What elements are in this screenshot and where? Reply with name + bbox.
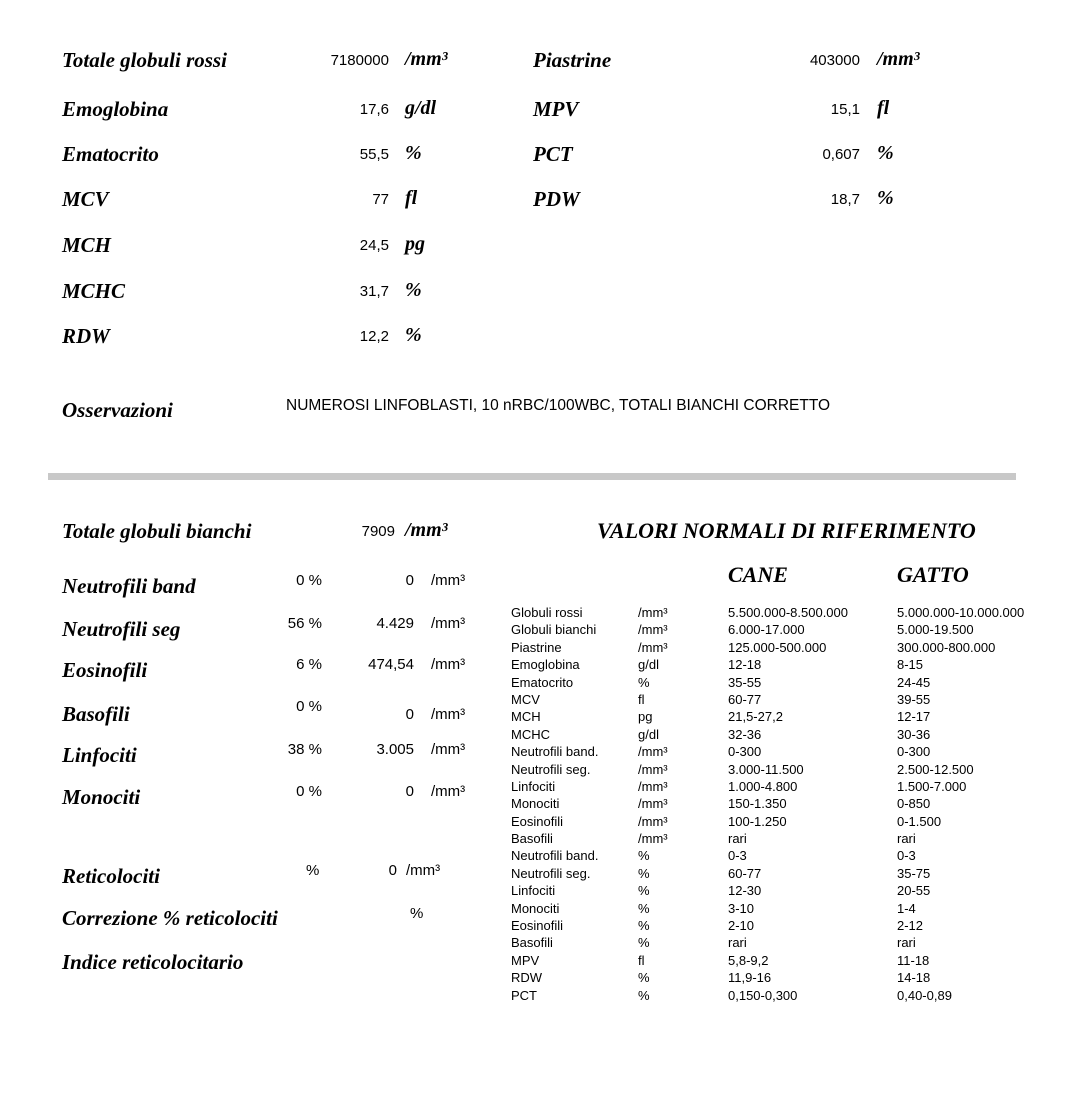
- reference-unit: fl: [638, 952, 645, 968]
- osservazioni-label: Osservazioni: [62, 398, 173, 422]
- reference-cane-range: 60-77: [728, 865, 762, 881]
- reference-param: PCT: [511, 987, 537, 1003]
- reference-param: Linfociti: [511, 778, 556, 794]
- wbc-row-pct: 6 %: [296, 656, 322, 673]
- reference-param: Basofili: [511, 831, 553, 847]
- wbc-row-unit: /mm³: [431, 656, 466, 673]
- reference-unit: /mm³: [638, 761, 668, 777]
- reference-cane-range: 5,8-9,2: [728, 952, 769, 968]
- reference-unit: %: [638, 987, 650, 1003]
- wbc-row-abs: 4.429: [376, 615, 414, 632]
- reference-cane-range: 1.000-4.800: [728, 778, 798, 794]
- reference-param: Piastrine: [511, 639, 562, 655]
- reference-unit: %: [638, 918, 650, 934]
- pct-value: 0,607: [822, 146, 860, 163]
- reference-param: RDW: [511, 970, 543, 986]
- reference-unit: g/dl: [638, 726, 659, 742]
- reference-cane-range: rari: [728, 831, 747, 847]
- reference-gatto-range: 0-850: [897, 796, 931, 812]
- reference-param: Neutrofili seg.: [511, 865, 591, 881]
- piastrine-label: Piastrine: [533, 48, 612, 72]
- reference-unit: pg: [638, 709, 653, 725]
- reference-unit: /mm³: [638, 796, 668, 812]
- mchc-unit: %: [405, 279, 422, 301]
- reference-gatto-range: 1-4: [897, 900, 916, 916]
- reference-param: Neutrofili seg.: [511, 761, 591, 777]
- wbc-total-label: Totale globuli bianchi: [62, 519, 252, 543]
- reference-param: Linfociti: [511, 883, 556, 899]
- reference-unit: %: [638, 865, 650, 881]
- wbc-row-abs: 0: [405, 572, 414, 589]
- reference-unit: %: [638, 674, 650, 690]
- reference-unit: fl: [638, 691, 645, 707]
- piastrine-unit: /mm³: [877, 48, 920, 70]
- wbc-row-abs: 0: [405, 706, 414, 723]
- reference-unit: /mm³: [638, 744, 668, 760]
- reference-unit: %: [638, 848, 650, 864]
- reference-gatto-range: 2-12: [897, 918, 924, 934]
- rbc-total-unit: /mm³: [405, 48, 448, 70]
- reference-cane-range: 125.000-500.000: [728, 639, 827, 655]
- cane-header: CANE: [728, 562, 788, 587]
- wbc-row-unit: /mm³: [431, 741, 466, 758]
- reference-unit-column: [638, 604, 668, 1004]
- indice-label: Indice reticolocitario: [62, 950, 244, 974]
- wbc-row-label: Neutrofili band: [62, 574, 196, 598]
- reference-param: Basofili: [511, 935, 553, 951]
- wbc-row-label: Neutrofili seg: [62, 617, 181, 641]
- piastrine-value: 403000: [809, 52, 860, 69]
- reference-gatto-range: 11-18: [897, 952, 930, 968]
- reference-gatto-range: 0-300: [897, 744, 931, 760]
- wbc-row-label: Monociti: [62, 785, 141, 809]
- reference-param-column: [511, 604, 598, 1004]
- wbc-total-unit: /mm³: [405, 519, 448, 541]
- reference-unit: g/dl: [638, 657, 659, 673]
- rbc-total-value: 7180000: [330, 52, 389, 69]
- wbc-row-label: Eosinofili: [62, 658, 148, 682]
- reference-unit: /mm³: [638, 605, 668, 620]
- reference-title: VALORI NORMALI DI RIFERIMENTO: [597, 518, 976, 543]
- reference-unit: %: [638, 900, 650, 916]
- pct-unit: %: [877, 142, 894, 164]
- emoglobina-unit: g/dl: [405, 97, 437, 119]
- reference-gatto-range: 0-1.500: [897, 813, 942, 829]
- reference-cane-range: 2-10: [728, 918, 755, 934]
- rbc-total-label: Totale globuli rossi: [62, 48, 227, 72]
- reference-cane-range: 150-1.350: [728, 796, 787, 812]
- reference-param: MCV: [511, 691, 540, 707]
- reference-gatto-range: 0,40-0,89: [897, 987, 952, 1003]
- reference-cane-range: 12-18: [728, 657, 762, 673]
- rdw-value: 12,2: [359, 328, 389, 345]
- reference-unit: /mm³: [638, 831, 668, 847]
- rdw-unit: %: [405, 324, 422, 346]
- reference-cane-range: 0-3: [728, 848, 747, 864]
- gatto-header: GATTO: [897, 562, 969, 587]
- reference-cane-range: 100-1.250: [728, 813, 787, 829]
- wbc-row-unit: /mm³: [431, 615, 466, 632]
- wbc-row-abs: 474,54: [368, 656, 414, 673]
- reference-gatto-range: 5.000-19.500: [897, 622, 974, 638]
- wbc-row-unit: /mm³: [431, 572, 466, 589]
- reference-gatto-range: 24-45: [897, 674, 931, 690]
- mch-unit: pg: [405, 233, 425, 255]
- reference-gatto-range: 39-55: [897, 691, 931, 707]
- reference-cane-range: 3.000-11.500: [728, 761, 804, 777]
- reference-gatto-range: 0-3: [897, 848, 916, 864]
- reference-unit: /mm³: [638, 639, 668, 655]
- pdw-unit: %: [877, 187, 894, 209]
- reference-gatto-range: 12-17: [897, 709, 931, 725]
- reference-param: Monociti: [511, 796, 560, 812]
- reference-param: Ematocrito: [511, 674, 574, 690]
- reference-param: Neutrofili band.: [511, 744, 599, 760]
- reference-cane-range: 35-55: [728, 674, 762, 690]
- reference-cane-range: 3-10: [728, 900, 755, 916]
- emoglobina-label: Emoglobina: [62, 97, 169, 121]
- reference-gatto-range: 30-36: [897, 726, 931, 742]
- wbc-row-label: Linfociti: [62, 743, 137, 767]
- mch-value: 24,5: [359, 237, 389, 254]
- reticolociti-label: Reticolociti: [62, 864, 160, 888]
- mcv-label: MCV: [62, 187, 109, 211]
- reference-param: Eosinofili: [511, 918, 564, 934]
- reference-unit: %: [638, 935, 650, 951]
- reference-cane-range: 11,9-16: [728, 970, 772, 986]
- reference-unit: /mm³: [638, 813, 668, 829]
- mch-label: MCH: [62, 233, 112, 257]
- reference-cane-range: 21,5-27,2: [728, 709, 783, 725]
- reference-cane-range: rari: [728, 935, 747, 951]
- reference-unit: /mm³: [638, 622, 668, 638]
- reference-gatto-range: 300.000-800.000: [897, 639, 996, 655]
- wbc-total-value: 7909: [361, 523, 395, 540]
- mpv-label: MPV: [533, 97, 579, 121]
- wbc-row-label: Basofili: [62, 702, 130, 726]
- wbc-row-pct: 0 %: [296, 783, 322, 800]
- mchc-label: MCHC: [62, 279, 126, 303]
- reference-param: Globuli rossi: [511, 605, 583, 620]
- reference-unit: /mm³: [638, 778, 668, 794]
- reference-gatto-range: 35-75: [897, 865, 931, 881]
- reticolociti-value: 0: [388, 862, 397, 879]
- reference-param: MCHC: [511, 726, 550, 742]
- wbc-row-unit: /mm³: [431, 706, 466, 723]
- reference-unit: %: [638, 970, 650, 986]
- pct-label: PCT: [533, 142, 573, 166]
- mpv-unit: fl: [877, 97, 890, 119]
- reference-gatto-range: 1.500-7.000: [897, 778, 967, 794]
- reference-gatto-range: 5.000.000-10.000.000: [897, 605, 1025, 620]
- reference-cane-range: 12-30: [728, 883, 762, 899]
- wbc-row-pct: 56 %: [287, 615, 322, 632]
- reference-unit: %: [638, 883, 650, 899]
- wbc-row-pct: 0 %: [296, 572, 322, 589]
- reference-gatto-range: 14-18: [897, 970, 931, 986]
- rdw-label: RDW: [62, 324, 110, 348]
- reference-param: Eosinofili: [511, 813, 564, 829]
- reference-cane-range: 60-77: [728, 691, 762, 707]
- reference-param: Monociti: [511, 900, 560, 916]
- correzione-unit: %: [410, 905, 424, 922]
- reticolociti-pct: %: [306, 862, 320, 879]
- reference-gatto-range: rari: [897, 935, 916, 951]
- reference-gatto-range: 2.500-12.500: [897, 761, 974, 777]
- reference-gatto-column: [897, 604, 1024, 1004]
- ematocrito-label: Ematocrito: [62, 142, 159, 166]
- reference-param: Neutrofili band.: [511, 848, 599, 864]
- reticolociti-unit: /mm³: [406, 862, 441, 879]
- reference-cane-range: 0-300: [728, 744, 762, 760]
- mcv-value: 77: [372, 191, 389, 208]
- reference-param: MPV: [511, 952, 540, 968]
- ematocrito-unit: %: [405, 142, 422, 164]
- reference-cane-range: 0,150-0,300: [728, 987, 798, 1003]
- reference-gatto-range: rari: [897, 831, 916, 847]
- reference-param: Emoglobina: [511, 657, 580, 673]
- wbc-row-unit: /mm³: [431, 783, 466, 800]
- reference-gatto-range: 20-55: [897, 883, 931, 899]
- wbc-row-pct: 0 %: [296, 698, 322, 715]
- reference-param: Globuli bianchi: [511, 622, 597, 638]
- mcv-unit: fl: [405, 187, 418, 209]
- wbc-row-pct: 38 %: [287, 741, 322, 758]
- reference-cane-column: [728, 604, 848, 1004]
- osservazioni-text: NUMEROSI LINFOBLASTI, 10 nRBC/100WBC, TOTALI BIANCHI CORRETTO: [286, 397, 831, 414]
- emoglobina-value: 17,6: [359, 101, 389, 118]
- pdw-label: PDW: [533, 187, 580, 211]
- ematocrito-value: 55,5: [359, 146, 389, 163]
- wbc-row-abs: 0: [405, 783, 414, 800]
- reference-cane-range: 32-36: [728, 726, 762, 742]
- pdw-value: 18,7: [830, 191, 860, 208]
- correzione-label: Correzione % reticolociti: [62, 906, 278, 930]
- mpv-value: 15,1: [830, 101, 860, 118]
- section-divider: [48, 473, 1016, 480]
- reference-param: MCH: [511, 709, 541, 725]
- reference-cane-range: 5.500.000-8.500.000: [728, 605, 848, 620]
- reference-cane-range: 6.000-17.000: [728, 622, 805, 638]
- wbc-row-abs: 3.005: [376, 741, 414, 758]
- reference-gatto-range: 8-15: [897, 657, 924, 673]
- mchc-value: 31,7: [359, 283, 389, 300]
